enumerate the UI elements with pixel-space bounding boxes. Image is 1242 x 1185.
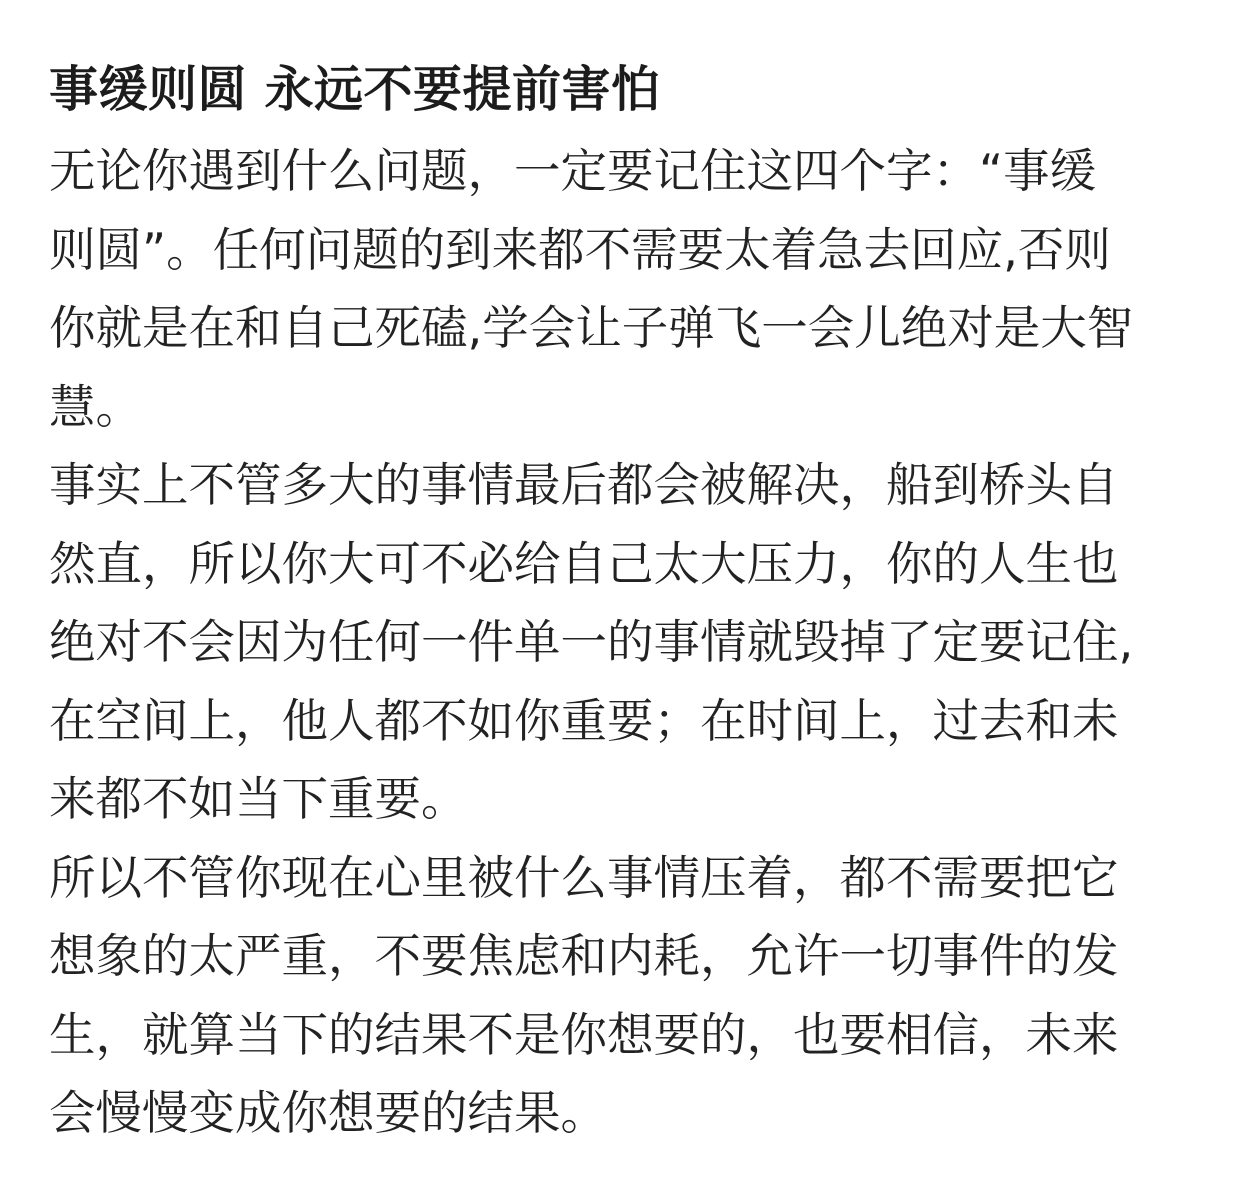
body-line: 然直，所以你大可不必给自己太大压力，你的人生也	[49, 536, 1119, 591]
body-line: 绝对不会因为任何一件单一的事情就毁掉了定要记住,	[49, 615, 1134, 669]
body-line: 在空间上，他人都不如你重要；在时间上，过去和未	[49, 693, 1119, 748]
body-line: 你就是在和自己死磕,学会让子弹飞一会儿绝对是大智	[49, 301, 1134, 355]
body-line: 慧。	[49, 379, 142, 434]
body-line: 所以不管你现在心里被什么事情压着，都不需要把它	[49, 850, 1119, 905]
body-line: 会慢慢变成你想要的结果。	[49, 1086, 607, 1140]
body-line: 想象的太严重，不要焦虑和内耗，允许一切事件的发	[49, 929, 1119, 983]
body-line: 生，就算当下的结果不是你想要的，也要相信，未来	[49, 1007, 1119, 1062]
article-title: 事缓则圆 永远不要提前害怕	[49, 61, 661, 118]
article-body	[49, 132, 1209, 1153]
body-line: 事实上不管多大的事情最后都会被解决，船到桥头自	[49, 458, 1119, 512]
body-line: 则圆”。任何问题的到来都不需要太着急去回应,否则	[49, 222, 1111, 277]
article	[49, 52, 1209, 1153]
body-line: 来都不如当下重要。	[49, 772, 468, 826]
body-line: 无论你遇到什么问题，一定要记住这四个字：“事缓	[49, 144, 1097, 198]
